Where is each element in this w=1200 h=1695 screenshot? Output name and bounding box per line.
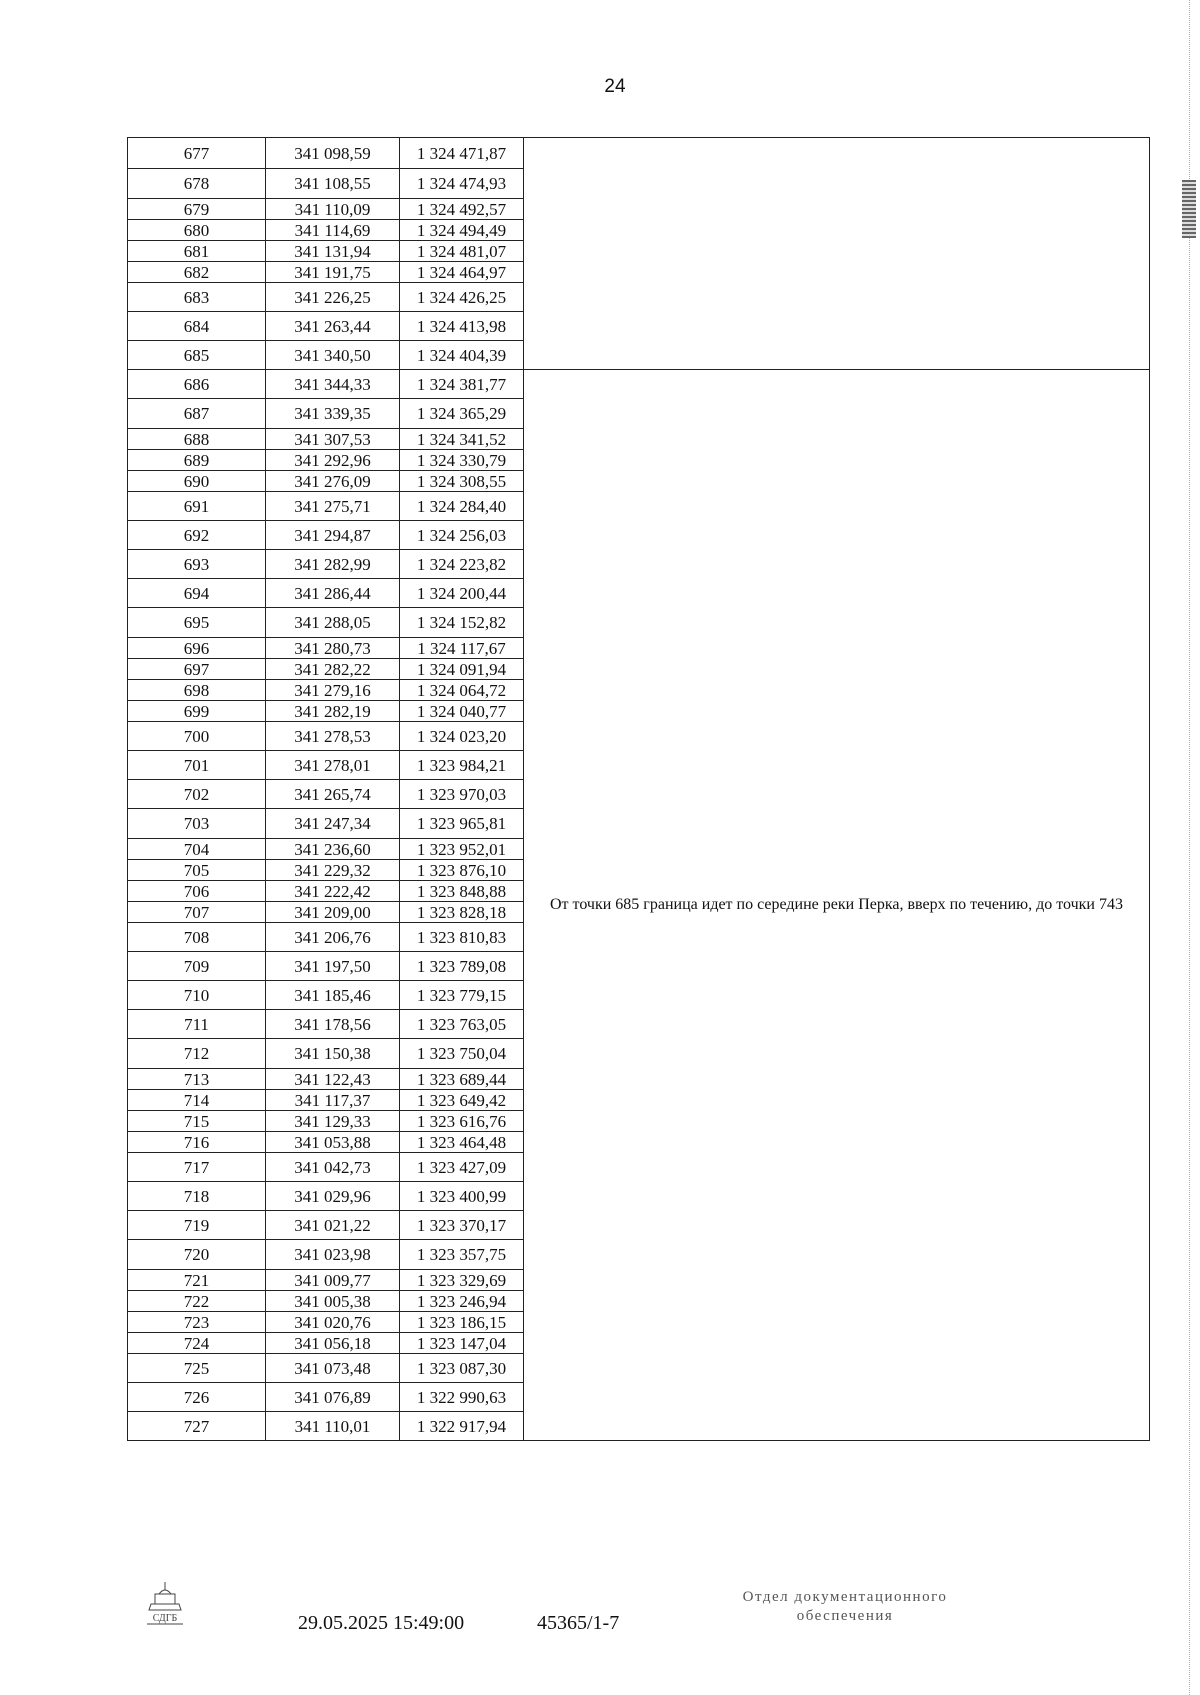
- x-coordinate-cell: 341 042,73: [266, 1153, 400, 1182]
- x-coordinate-cell: 341 263,44: [266, 312, 400, 341]
- x-coordinate-cell: 341 206,76: [266, 923, 400, 952]
- point-cell: 677: [128, 138, 266, 169]
- point-cell: 700: [128, 722, 266, 751]
- point-cell: 707: [128, 902, 266, 923]
- x-coordinate-cell: 341 129,33: [266, 1111, 400, 1132]
- point-cell: 682: [128, 262, 266, 283]
- y-coordinate-cell: 1 323 649,42: [400, 1090, 524, 1111]
- point-cell: 715: [128, 1111, 266, 1132]
- x-coordinate-cell: 341 282,99: [266, 550, 400, 579]
- x-coordinate-cell: 341 247,34: [266, 809, 400, 839]
- y-coordinate-cell: 1 323 848,88: [400, 881, 524, 902]
- y-coordinate-cell: 1 324 152,82: [400, 608, 524, 638]
- x-coordinate-cell: 341 122,43: [266, 1069, 400, 1090]
- y-coordinate-cell: 1 324 064,72: [400, 680, 524, 701]
- x-coordinate-cell: 341 278,01: [266, 751, 400, 780]
- point-cell: 717: [128, 1153, 266, 1182]
- point-cell: 683: [128, 283, 266, 312]
- footer-date: 29.05.2025 15:49:00: [298, 1612, 465, 1634]
- point-cell: 716: [128, 1132, 266, 1153]
- y-coordinate-cell: 1 324 330,79: [400, 450, 524, 471]
- point-cell: 718: [128, 1182, 266, 1211]
- point-cell: 685: [128, 341, 266, 370]
- x-coordinate-cell: 341 150,38: [266, 1039, 400, 1069]
- x-coordinate-cell: 341 275,71: [266, 492, 400, 521]
- x-coordinate-cell: 341 265,74: [266, 780, 400, 809]
- x-coordinate-cell: 341 117,37: [266, 1090, 400, 1111]
- point-cell: 720: [128, 1240, 266, 1270]
- point-cell: 697: [128, 659, 266, 680]
- x-coordinate-cell: 341 131,94: [266, 241, 400, 262]
- x-coordinate-cell: 341 178,56: [266, 1010, 400, 1039]
- point-cell: 719: [128, 1211, 266, 1240]
- point-cell: 681: [128, 241, 266, 262]
- y-coordinate-cell: 1 324 464,97: [400, 262, 524, 283]
- y-coordinate-cell: 1 324 492,57: [400, 199, 524, 220]
- y-coordinate-cell: 1 323 965,81: [400, 809, 524, 839]
- x-coordinate-cell: 341 098,59: [266, 138, 400, 169]
- x-coordinate-cell: 341 339,35: [266, 399, 400, 429]
- y-coordinate-cell: 1 324 256,03: [400, 521, 524, 550]
- point-cell: 692: [128, 521, 266, 550]
- page-number: 24: [604, 76, 626, 97]
- y-coordinate-cell: 1 323 970,03: [400, 780, 524, 809]
- x-coordinate-cell: 341 191,75: [266, 262, 400, 283]
- x-coordinate-cell: 341 005,38: [266, 1291, 400, 1312]
- point-cell: 724: [128, 1333, 266, 1354]
- x-coordinate-cell: 341 294,87: [266, 521, 400, 550]
- point-cell: 721: [128, 1270, 266, 1291]
- y-coordinate-cell: 1 323 789,08: [400, 952, 524, 981]
- empty-description-cell: [524, 138, 1150, 370]
- point-cell: 706: [128, 881, 266, 902]
- point-cell: 689: [128, 450, 266, 471]
- point-cell: 704: [128, 839, 266, 860]
- x-coordinate-cell: 341 023,98: [266, 1240, 400, 1270]
- x-coordinate-cell: 341 114,69: [266, 220, 400, 241]
- scan-edge: [1189, 0, 1194, 1695]
- point-cell: 725: [128, 1354, 266, 1383]
- logo-text: СДГБ: [152, 1613, 178, 1624]
- y-coordinate-cell: 1 323 810,83: [400, 923, 524, 952]
- point-cell: 696: [128, 638, 266, 659]
- y-coordinate-cell: 1 324 365,29: [400, 399, 524, 429]
- point-cell: 686: [128, 370, 266, 399]
- point-cell: 701: [128, 751, 266, 780]
- point-cell: 726: [128, 1383, 266, 1412]
- point-cell: 684: [128, 312, 266, 341]
- x-coordinate-cell: 341 056,18: [266, 1333, 400, 1354]
- stamp-line-1: Отдел документационного: [742, 1589, 948, 1605]
- y-coordinate-cell: 1 324 341,52: [400, 429, 524, 450]
- table-row: [128, 370, 1150, 399]
- point-cell: 711: [128, 1010, 266, 1039]
- y-coordinate-cell: 1 323 370,17: [400, 1211, 524, 1240]
- point-cell: 705: [128, 860, 266, 881]
- y-coordinate-cell: 1 324 481,07: [400, 241, 524, 262]
- y-coordinate-cell: 1 324 471,87: [400, 138, 524, 169]
- x-coordinate-cell: 341 286,44: [266, 579, 400, 608]
- point-cell: 687: [128, 399, 266, 429]
- x-coordinate-cell: 341 197,50: [266, 952, 400, 981]
- point-cell: 699: [128, 701, 266, 722]
- y-coordinate-cell: 1 324 023,20: [400, 722, 524, 751]
- y-coordinate-cell: 1 323 763,05: [400, 1010, 524, 1039]
- point-cell: 688: [128, 429, 266, 450]
- point-cell: 722: [128, 1291, 266, 1312]
- y-coordinate-cell: 1 323 779,15: [400, 981, 524, 1010]
- point-cell: 679: [128, 199, 266, 220]
- y-coordinate-cell: 1 323 616,76: [400, 1111, 524, 1132]
- y-coordinate-cell: 1 324 404,39: [400, 341, 524, 370]
- department-stamp: [690, 1588, 1000, 1626]
- y-coordinate-cell: 1 324 308,55: [400, 471, 524, 492]
- x-coordinate-cell: 341 279,16: [266, 680, 400, 701]
- x-coordinate-cell: 341 307,53: [266, 429, 400, 450]
- footer-doc-code: 45365/1-7: [537, 1612, 620, 1634]
- y-coordinate-cell: 1 324 381,77: [400, 370, 524, 399]
- x-coordinate-cell: 341 340,50: [266, 341, 400, 370]
- coordinates-table: [127, 137, 1150, 1441]
- point-cell: 678: [128, 169, 266, 199]
- x-coordinate-cell: 341 110,01: [266, 1412, 400, 1441]
- point-cell: 694: [128, 579, 266, 608]
- point-cell: 727: [128, 1412, 266, 1441]
- point-cell: 709: [128, 952, 266, 981]
- y-coordinate-cell: 1 323 464,48: [400, 1132, 524, 1153]
- y-coordinate-cell: 1 323 087,30: [400, 1354, 524, 1383]
- y-coordinate-cell: 1 324 091,94: [400, 659, 524, 680]
- point-cell: 690: [128, 471, 266, 492]
- point-cell: 714: [128, 1090, 266, 1111]
- y-coordinate-cell: 1 323 427,09: [400, 1153, 524, 1182]
- y-coordinate-cell: 1 323 246,94: [400, 1291, 524, 1312]
- point-cell: 703: [128, 809, 266, 839]
- y-coordinate-cell: 1 323 828,18: [400, 902, 524, 923]
- point-cell: 695: [128, 608, 266, 638]
- x-coordinate-cell: 341 229,32: [266, 860, 400, 881]
- y-coordinate-cell: 1 323 147,04: [400, 1333, 524, 1354]
- x-coordinate-cell: 341 209,00: [266, 902, 400, 923]
- point-cell: 698: [128, 680, 266, 701]
- y-coordinate-cell: 1 324 413,98: [400, 312, 524, 341]
- y-coordinate-cell: 1 323 400,99: [400, 1182, 524, 1211]
- y-coordinate-cell: 1 324 284,40: [400, 492, 524, 521]
- x-coordinate-cell: 341 344,33: [266, 370, 400, 399]
- x-coordinate-cell: 341 236,60: [266, 839, 400, 860]
- point-cell: 691: [128, 492, 266, 521]
- point-cell: 723: [128, 1312, 266, 1333]
- x-coordinate-cell: 341 053,88: [266, 1132, 400, 1153]
- y-coordinate-cell: 1 323 689,44: [400, 1069, 524, 1090]
- x-coordinate-cell: 341 278,53: [266, 722, 400, 751]
- x-coordinate-cell: 341 108,55: [266, 169, 400, 199]
- x-coordinate-cell: 341 288,05: [266, 608, 400, 638]
- table-row: [128, 138, 1150, 169]
- y-coordinate-cell: 1 324 040,77: [400, 701, 524, 722]
- point-cell: 693: [128, 550, 266, 579]
- y-coordinate-cell: 1 324 223,82: [400, 550, 524, 579]
- x-coordinate-cell: 341 282,22: [266, 659, 400, 680]
- point-cell: 708: [128, 923, 266, 952]
- stamp-line-2: обеспечения: [796, 1607, 894, 1624]
- boundary-description: От точки 685 граница идет по середине реки Перка, вверх по течению, до точки 743: [524, 370, 1150, 1441]
- point-cell: 702: [128, 780, 266, 809]
- y-coordinate-cell: 1 323 329,69: [400, 1270, 524, 1291]
- y-coordinate-cell: 1 323 952,01: [400, 839, 524, 860]
- x-coordinate-cell: 341 076,89: [266, 1383, 400, 1412]
- point-cell: 713: [128, 1069, 266, 1090]
- x-coordinate-cell: 341 185,46: [266, 981, 400, 1010]
- point-cell: 712: [128, 1039, 266, 1069]
- x-coordinate-cell: 341 029,96: [266, 1182, 400, 1211]
- y-coordinate-cell: 1 323 876,10: [400, 860, 524, 881]
- x-coordinate-cell: 341 073,48: [266, 1354, 400, 1383]
- y-coordinate-cell: 1 322 917,94: [400, 1412, 524, 1441]
- scan-artifact: [1182, 180, 1196, 238]
- x-coordinate-cell: 341 280,73: [266, 638, 400, 659]
- y-coordinate-cell: 1 324 117,67: [400, 638, 524, 659]
- y-coordinate-cell: 1 324 474,93: [400, 169, 524, 199]
- y-coordinate-cell: 1 323 984,21: [400, 751, 524, 780]
- x-coordinate-cell: 341 282,19: [266, 701, 400, 722]
- y-coordinate-cell: 1 323 750,04: [400, 1039, 524, 1069]
- y-coordinate-cell: 1 323 186,15: [400, 1312, 524, 1333]
- x-coordinate-cell: 341 226,25: [266, 283, 400, 312]
- x-coordinate-cell: 341 009,77: [266, 1270, 400, 1291]
- x-coordinate-cell: 341 021,22: [266, 1211, 400, 1240]
- point-cell: 680: [128, 220, 266, 241]
- x-coordinate-cell: 341 276,09: [266, 471, 400, 492]
- point-cell: 710: [128, 981, 266, 1010]
- y-coordinate-cell: 1 322 990,63: [400, 1383, 524, 1412]
- y-coordinate-cell: 1 324 200,44: [400, 579, 524, 608]
- x-coordinate-cell: 341 110,09: [266, 199, 400, 220]
- x-coordinate-cell: 341 292,96: [266, 450, 400, 471]
- org-logo: [143, 1580, 187, 1628]
- x-coordinate-cell: 341 020,76: [266, 1312, 400, 1333]
- y-coordinate-cell: 1 324 426,25: [400, 283, 524, 312]
- y-coordinate-cell: 1 323 357,75: [400, 1240, 524, 1270]
- x-coordinate-cell: 341 222,42: [266, 881, 400, 902]
- y-coordinate-cell: 1 324 494,49: [400, 220, 524, 241]
